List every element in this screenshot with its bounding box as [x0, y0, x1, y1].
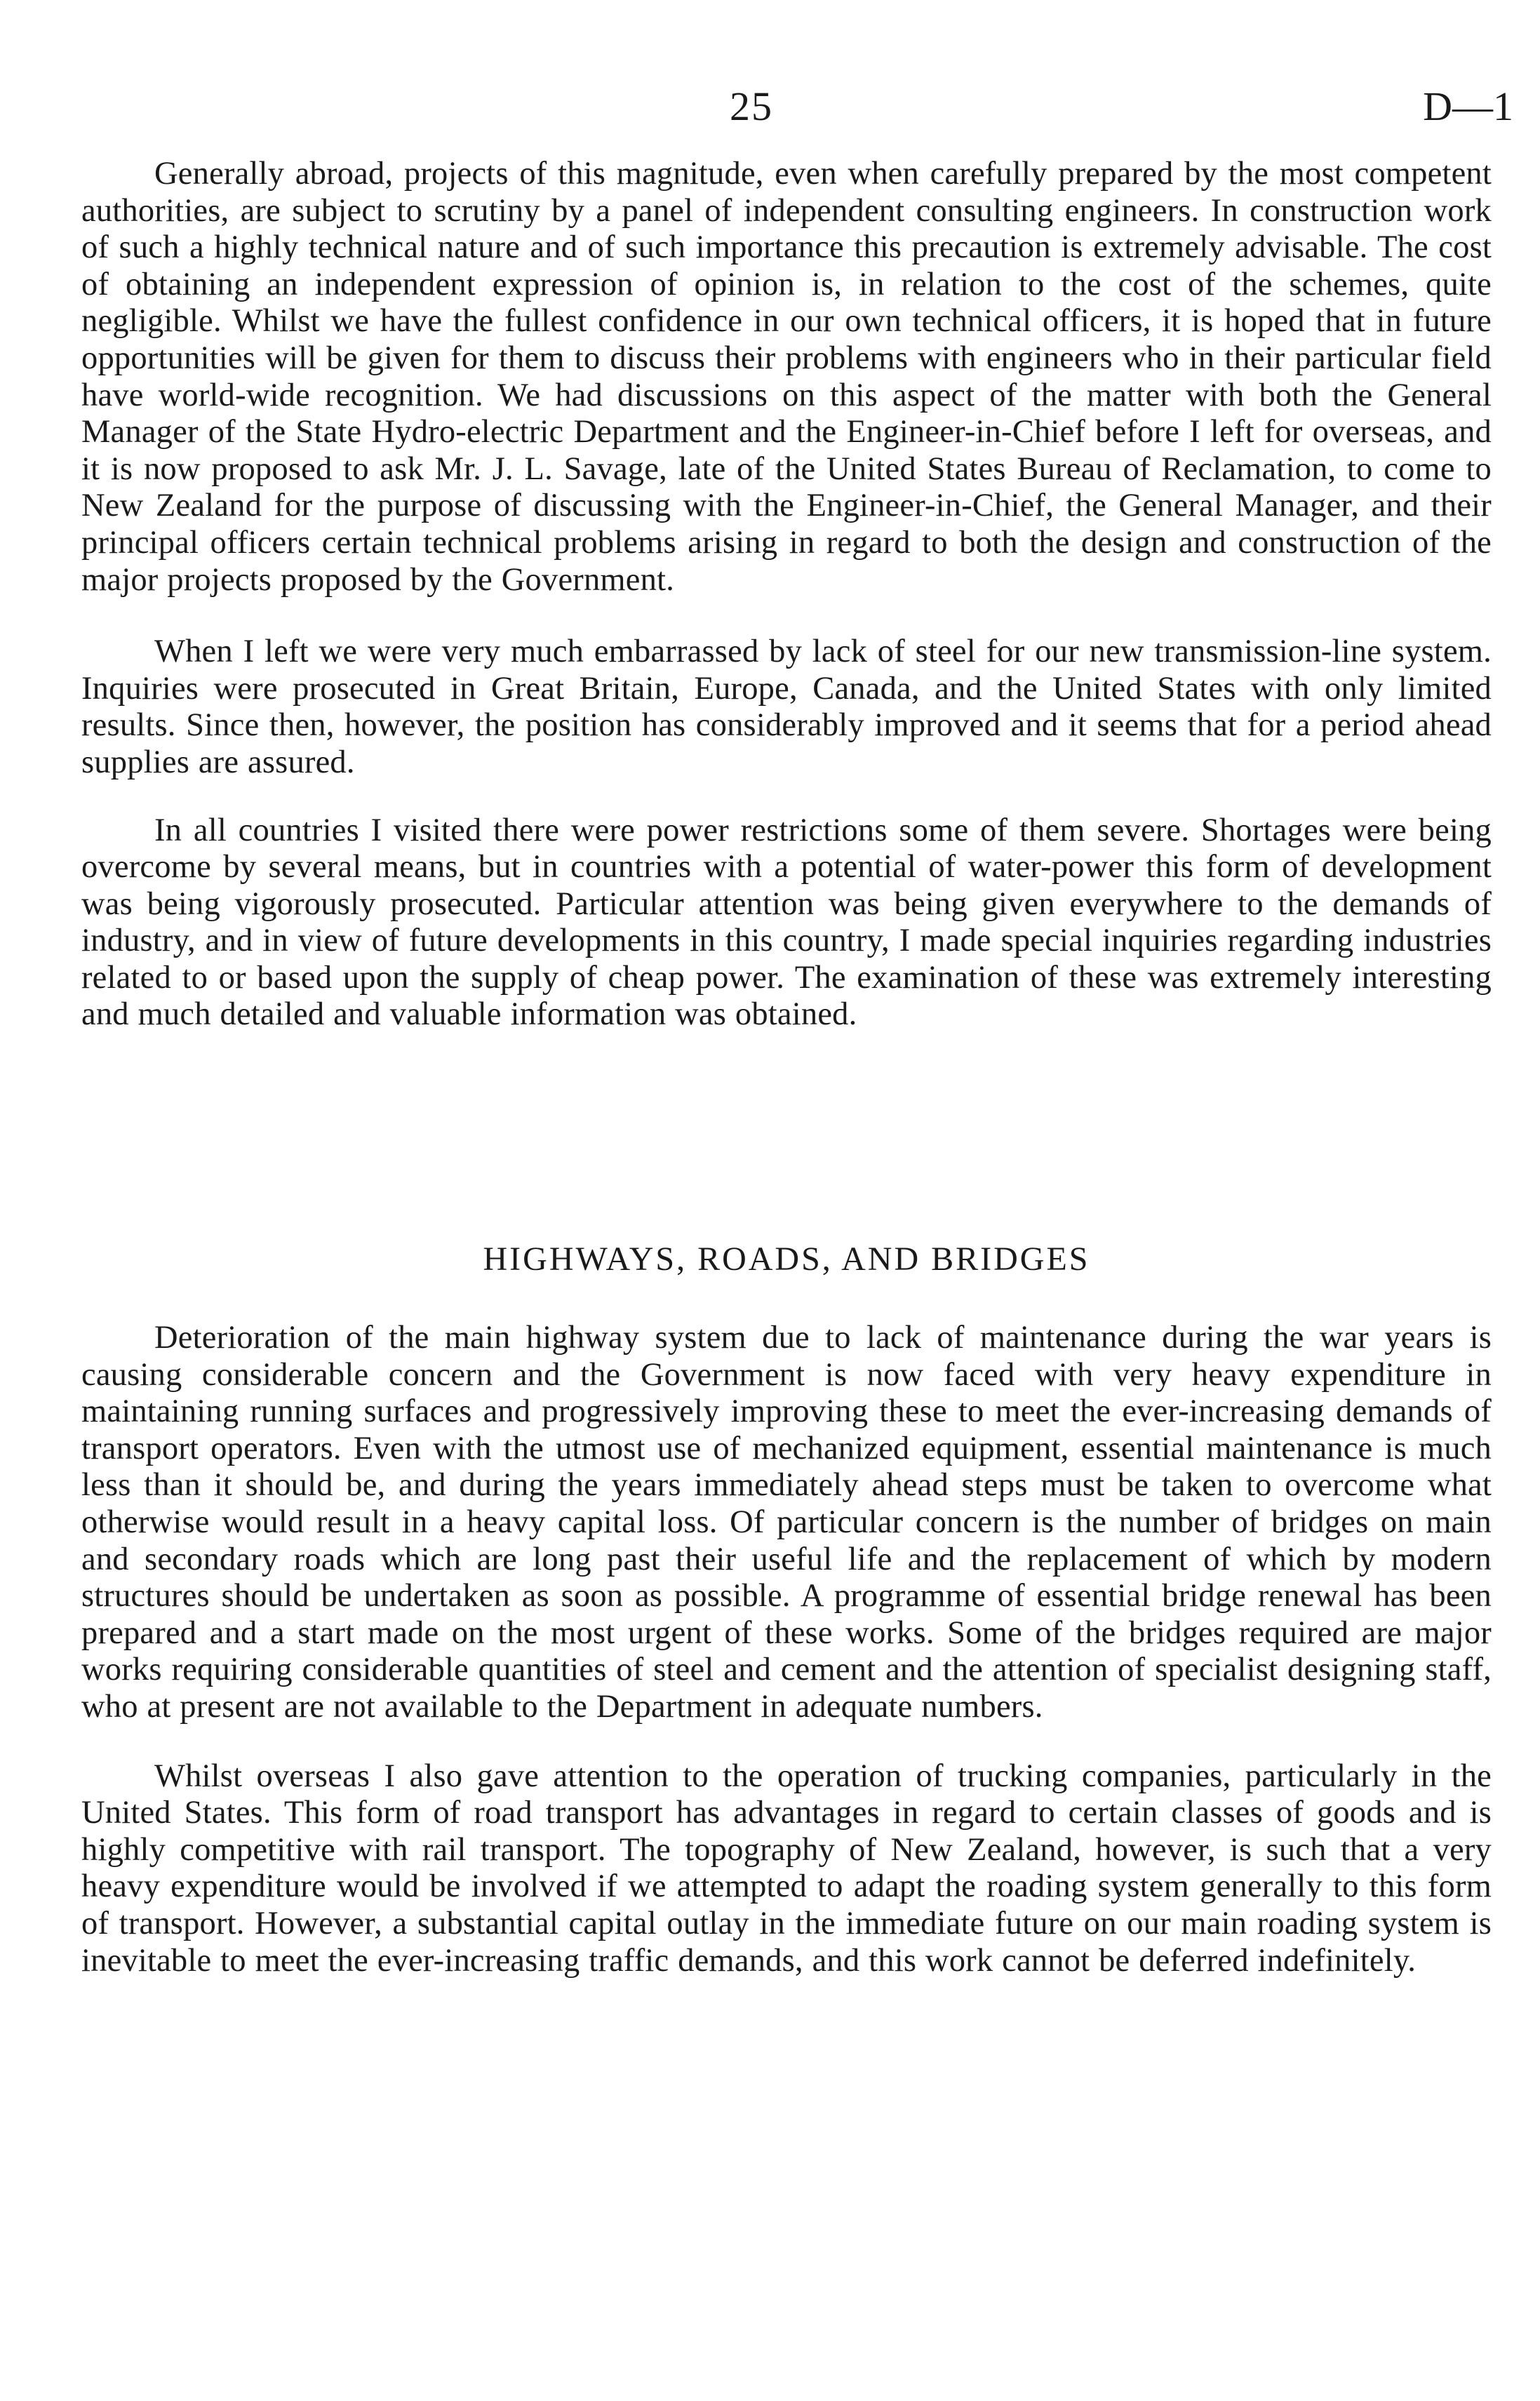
page-body	[81, 156, 1492, 1979]
paragraph-steel-supply: When I left we were very much embarrassed by lack of steel for our new transmission-line system. Inquiries were prosecuted in Great Britain, Europe, Canada, and the United States with only limited results. Since then, however, the position has considerably improved and it seems that for a period ahead supplies are assured.	[81, 634, 1492, 780]
paragraph-consulting-engineers: Generally abroad, projects of this magnitude, even when carefully prepared by the most competent authorities, are subject to scrutiny by a panel of independent consulting engineers. In construction work of such a highly technical nature and of such importance this precaution is extremely advisable. The cost of obtaining an independent expression of opinion is, in relation to the cost of the schemes, quite negligible. Whilst we have the fullest confidence in our own technical officers, it is hoped that in future opportunities will be given for them to discuss their problems with engineers who in their particular field have world-wide recognition. We had discussions on this aspect of the matter with both the General Manager of the State Hydro-electric Department and the Engineer-in-Chief before I left for overseas, and it is now proposed to ask Mr. J. L. Savage, late of the United States Bureau of Reclamation, to come to New Zealand for the purpose of discussing with the Engineer-in-Chief, the General Manager, and their principal officers certain technical problems arising in regard to both the design and construction of the major projects proposed by the Government.	[81, 156, 1492, 598]
section-heading-highways: HIGHWAYS, ROADS, AND BRIDGES	[483, 1240, 1090, 1278]
page-header	[0, 83, 1540, 132]
paragraph-trucking-companies: Whilst overseas I also gave attention to the operation of trucking companies, particularly in the United States. This form of road transport has advantages in regard to certain classes of goods and is highly competitive with rail transport. The topography of New Zealand, however, is such that a very heavy expenditure would be involved if we attempted to adapt the roading system generally to this form of transport. However, a substantial capital outlay in the immediate future on our main roading system is inevitable to meet the ever-increasing traffic demands, and this work cannot be deferred indefinitely.	[81, 1758, 1492, 1979]
page-number: 25	[730, 83, 773, 129]
paragraph-highway-deterioration: Deterioration of the main highway system due to lack of maintenance during the war years is causing considerable concern and the Government is now faced with very heavy expenditure in maintaining running surfaces and progressively improving these to meet the ever-increasing demands of transport operators. Even with the utmost use of mechanized equipment, essential maintenance is much less than it should be, and during the years immediately ahead steps must be taken to overcome what otherwise would result in a heavy capital loss. Of particular concern is the number of bridges on main and secondary roads which are long past their useful life and the replacement of which by modern structures should be undertaken as soon as possible. A programme of essential bridge renewal has been prepared and a start made on the most urgent of these works. Some of the bridges required are major works requiring considerable quantities of steel and cement and the attention of specialist designing staff, who at present are not available to the Department in adequate numbers.	[81, 1320, 1492, 1725]
document-reference: D—1	[1423, 83, 1513, 129]
paragraph-power-restrictions: In all countries I visited there were power restrictions some of them severe. Shortages were being overcome by several means, but in countries with a potential of water-power this form of development was being vigorously prosecuted. Particular attention was being given everywhere to the demands of industry, and in view of future developments in this country, I made special inquiries regarding industries related to or based upon the supply of cheap power. The examination of these was extremely interesting and much detailed and valuable information was obtained.	[81, 812, 1492, 1033]
